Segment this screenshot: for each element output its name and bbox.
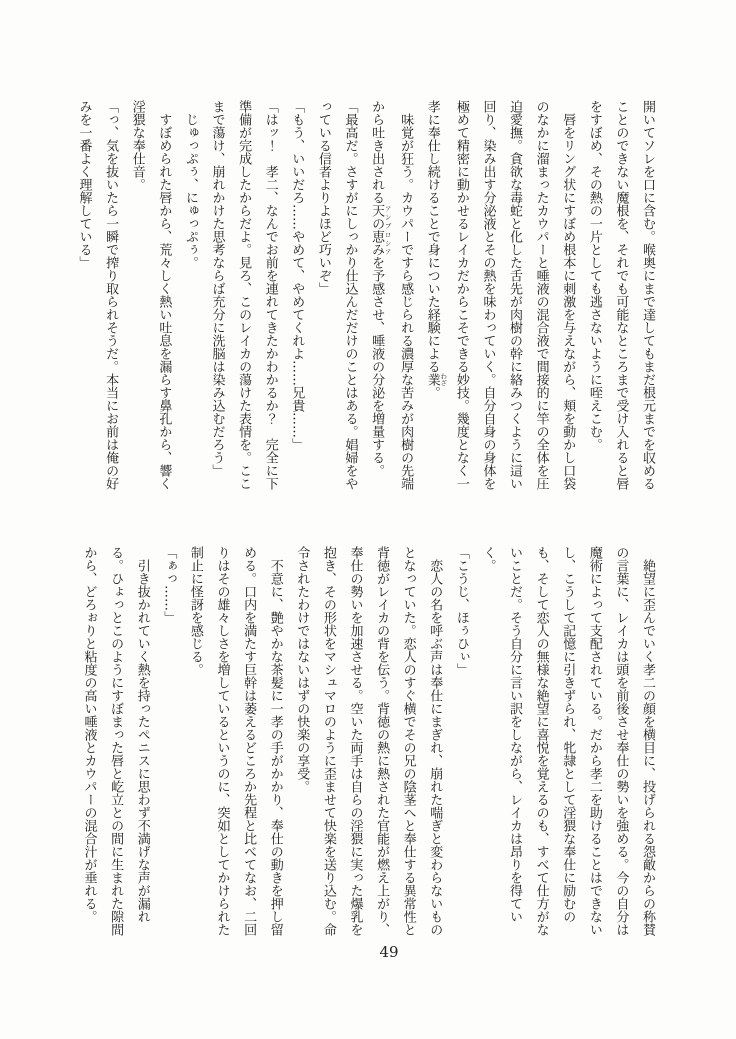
text-line: く。 bbox=[480, 546, 496, 572]
text-line: じゅっぷぅ、にゅっぷぅ。 bbox=[182, 100, 198, 269]
text-line: から、どろぉりと粘度の高い唾液とカウパーの混合汁が垂れる。 bbox=[81, 546, 97, 923]
text-line: 令されたわけではないはずの快楽の享受。 bbox=[294, 546, 310, 793]
text-line: まで蕩け、崩れかけた思考ならば充分に洗脳は染み込むだろう」 bbox=[209, 100, 225, 477]
text-line: める。口内を満たす巨幹は萎えるどころか先程と比べてなお、二回 bbox=[241, 546, 257, 936]
text-block-bottom bbox=[75, 546, 660, 948]
text-line: 背徳がレイカの背を伝う。背徳の熱に熱された官能が燃え上がり、 bbox=[374, 546, 390, 936]
text-line: 奉仕の勢いを加速させる。空いた両手は自らの淫猥に実った爆乳を bbox=[347, 546, 363, 936]
text-line: 迫愛撫。貪欲な毒蛇と化した舌先が肉樹の幹に絡みつくように這い bbox=[507, 100, 523, 490]
text-line: 唇をリング状にすぼめ根本に刺激を与えながら、頬を動かし口袋 bbox=[560, 100, 576, 490]
text-line: 「っ、気を抜いたら一瞬で搾り取られそうだ。本当にお前は俺の好 bbox=[103, 100, 119, 490]
text-block-top bbox=[70, 100, 660, 502]
text-line: 「こうじ、ほぅひぃ」 bbox=[453, 546, 469, 676]
text-line: の言葉に、レイカは頭を前後させ奉仕の勢いを強める。今の自分は bbox=[613, 546, 629, 936]
page-number: 49 bbox=[379, 943, 399, 961]
text-line: のなかに溜まったカウパーと唾液の混合液で間接的に竿の全体を圧 bbox=[533, 100, 549, 490]
text-line: ことのできない魔根を、それでも可能なところまで受け入れると唇 bbox=[613, 100, 629, 490]
text-line: をすぼめ、その熱の一片としても逃さないように咥えこむ。 bbox=[586, 100, 602, 451]
text-line: 制止に怪訝を感じる。 bbox=[187, 546, 203, 676]
text-line: 魔術によって支配されている。だから孝二を助けることはできない bbox=[586, 546, 602, 936]
text-line: りはその雄々しさを増しているというのに、突如としてかけられた bbox=[214, 546, 230, 936]
text-line: も、そして恋人の無様な絶望に喜悦を覚えるのも、すべて仕方がな bbox=[533, 546, 549, 936]
text-line: 「ぁっ……」 bbox=[161, 546, 177, 624]
text-line: 恋人の名を呼ぶ声は奉仕にまぎれ、崩れた喘ぎと変わらないもの bbox=[427, 546, 443, 936]
text-line: 孝に奉仕し続けることで身についた経験による業 わざ。 bbox=[424, 100, 448, 399]
text-line: 極めて精密に動かせるレイカだからこそできる妙技。幾度となく一 bbox=[453, 100, 469, 490]
text-line: 回り、染み出す分泌液とその熱を味わっていく。自分自身の身体を bbox=[480, 100, 496, 490]
ruby-annotation: 業 わざ bbox=[424, 373, 448, 386]
text-line: となっていた。恋人のすぐ横でその兄の陰茎へと奉仕する異常性と bbox=[400, 546, 416, 936]
text-line: 不意に、艶やかな茶髪に一孝の手がかかり、奉仕の動きを押し留 bbox=[267, 546, 283, 936]
text-line: 「もう、いいだろ……やめて、やめてくれよ……兄貴……」 bbox=[289, 100, 305, 451]
text-line: みを一番よく理解している」 bbox=[76, 100, 92, 269]
text-line: すぼめられた唇から、荒々しく熱い吐息を漏らす鼻孔から、響く bbox=[156, 100, 172, 490]
text-line: から吐き出される天の恵み アンブロシアを予感させ、唾液の分泌を増量する。 bbox=[369, 100, 392, 477]
text-line: 引き抜かれていく熱を持ったペニスに思わず不満げな声が漏れ bbox=[134, 546, 150, 923]
ruby-annotation: 天の恵み アンブロシア bbox=[369, 204, 392, 256]
text-line: 「最高だ。さすがにしっかり仕込んだだけのことはある。娼婦をや bbox=[342, 100, 358, 490]
text-line: 開いてソレを口に含む。喉奥にまで達してもまだ根元までを収める bbox=[640, 100, 655, 490]
text-line: っている信者よりよほど巧いぞ」 bbox=[315, 100, 331, 295]
text-line: 「はッ！ 孝二、なんでお前を連れてきたかわかるか？ 完全に下 bbox=[262, 100, 278, 490]
text-line: いことだ。そう自分に言い訳をしながら、レイカは昂りを得てい bbox=[507, 546, 523, 923]
text-line: 準備が完成したからだよ。見ろ、このレイカの蕩けた表情を。ここ bbox=[236, 100, 252, 490]
text-line: 淫猥な奉仕音。 bbox=[129, 100, 145, 191]
text-line: る。ひょっとこのようにすぼまった唇と屹立との間に生まれた隙間 bbox=[108, 546, 124, 936]
text-line: 味覚が狂う。カウパーですら感じられる濃厚な苦みが肉樹の先端 bbox=[398, 100, 414, 490]
text-line: 抱き、その形状をマシュマロのように歪ませて快楽を送り込む。命 bbox=[320, 546, 336, 936]
text-line: し、こうして記憶に引きずられ、牝隷として淫猥な奉仕に励むの bbox=[560, 546, 576, 923]
text-line: 絶望に歪んでいく孝二の顔を横目に、投げられる怨敵からの称賛 bbox=[640, 546, 655, 936]
